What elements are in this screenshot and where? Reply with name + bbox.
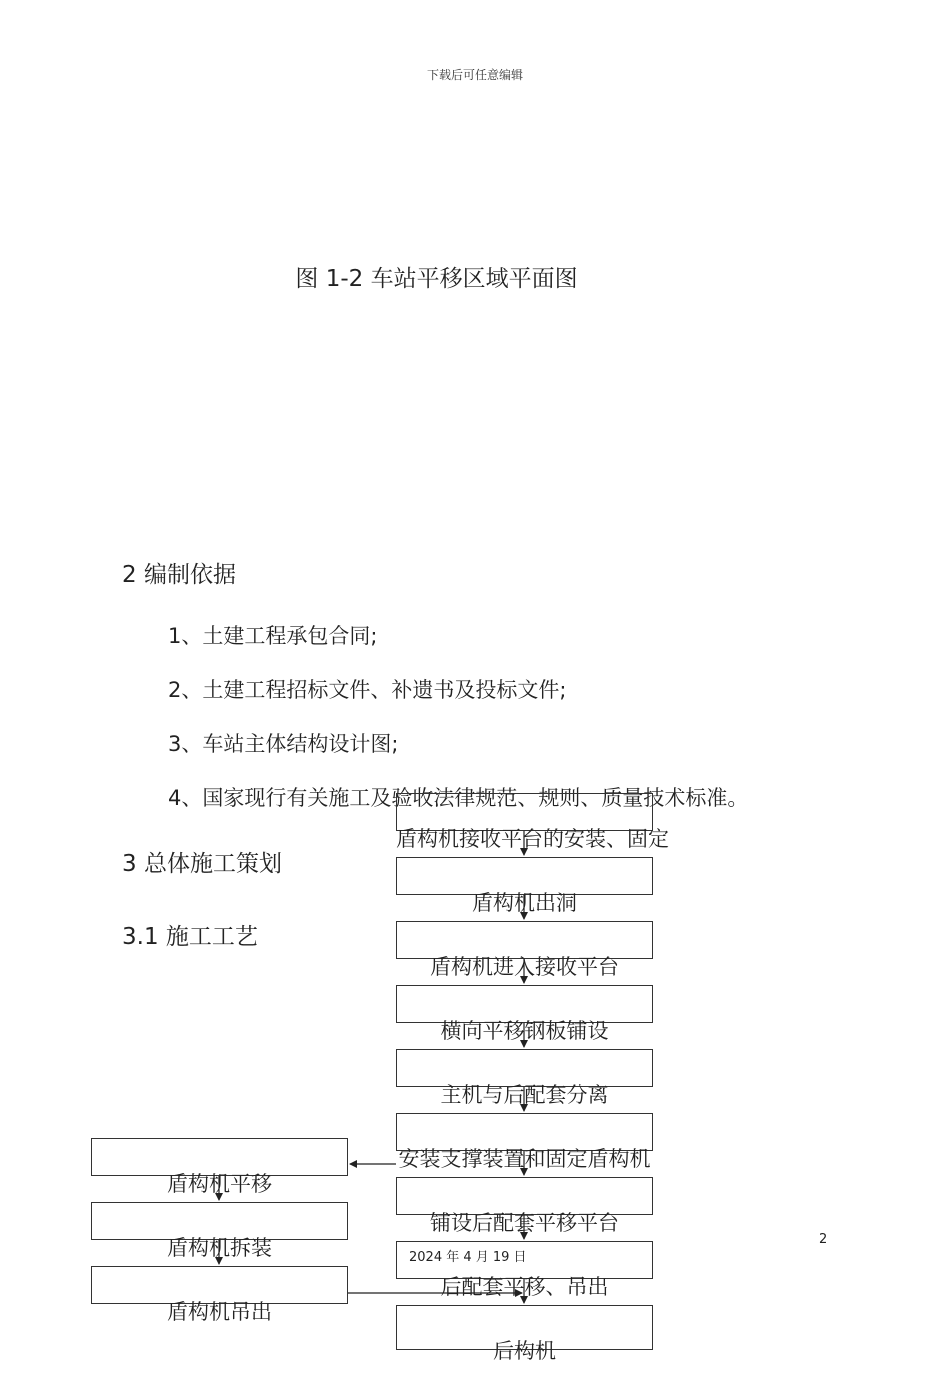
flow-label-backup-platform: 铺设后配套平移平台 xyxy=(430,1211,619,1235)
flow-label-separation: 主机与后配套分离 xyxy=(440,1083,609,1107)
flow-label-breakthrough: 盾构机出洞 xyxy=(472,891,577,915)
section-2-title: 2 编制依据 xyxy=(122,562,236,588)
figure-caption: 图 1-2 车站平移区域平面图 xyxy=(295,266,578,292)
flow-label-translate: 盾构机平移 xyxy=(167,1172,272,1196)
basis-item-2: 2、土建工程招标文件、补遗书及投标文件; xyxy=(168,678,567,702)
flow-label-backup-hoist: 后配套平移、吊出 xyxy=(440,1275,609,1299)
section-3-title: 3 总体施工策划 xyxy=(122,851,282,877)
footer-date: 2024 年 4 月 19 日 xyxy=(409,1250,527,1265)
flow-label-dismantle: 盾构机拆装 xyxy=(167,1236,272,1260)
flow-label-last: 后构机 xyxy=(493,1339,556,1363)
basis-item-3: 3、车站主体结构设计图; xyxy=(168,732,399,756)
page-header: 下载后可任意编辑 xyxy=(426,68,523,82)
basis-item-4: 4、国家现行有关施工及验收法律规范、规则、质量技术标准。 xyxy=(168,786,749,810)
flow-label-steel-plate: 横向平移钢板铺设 xyxy=(440,1019,609,1043)
basis-item-1: 1、土建工程承包合同; xyxy=(168,624,378,648)
flow-label-lift-out: 盾构机吊出 xyxy=(167,1300,272,1324)
page-number: 2 xyxy=(819,1232,828,1247)
flow-label-enter-platform: 盾构机进入接收平台 xyxy=(430,955,619,979)
flow-label-receiving-platform: 盾构机接收平台的安装、固定 xyxy=(396,827,669,851)
section-3-1-title: 3.1 施工工艺 xyxy=(122,924,258,950)
flow-label-support-device: 安装支撑装置和固定盾构机 xyxy=(398,1147,651,1171)
